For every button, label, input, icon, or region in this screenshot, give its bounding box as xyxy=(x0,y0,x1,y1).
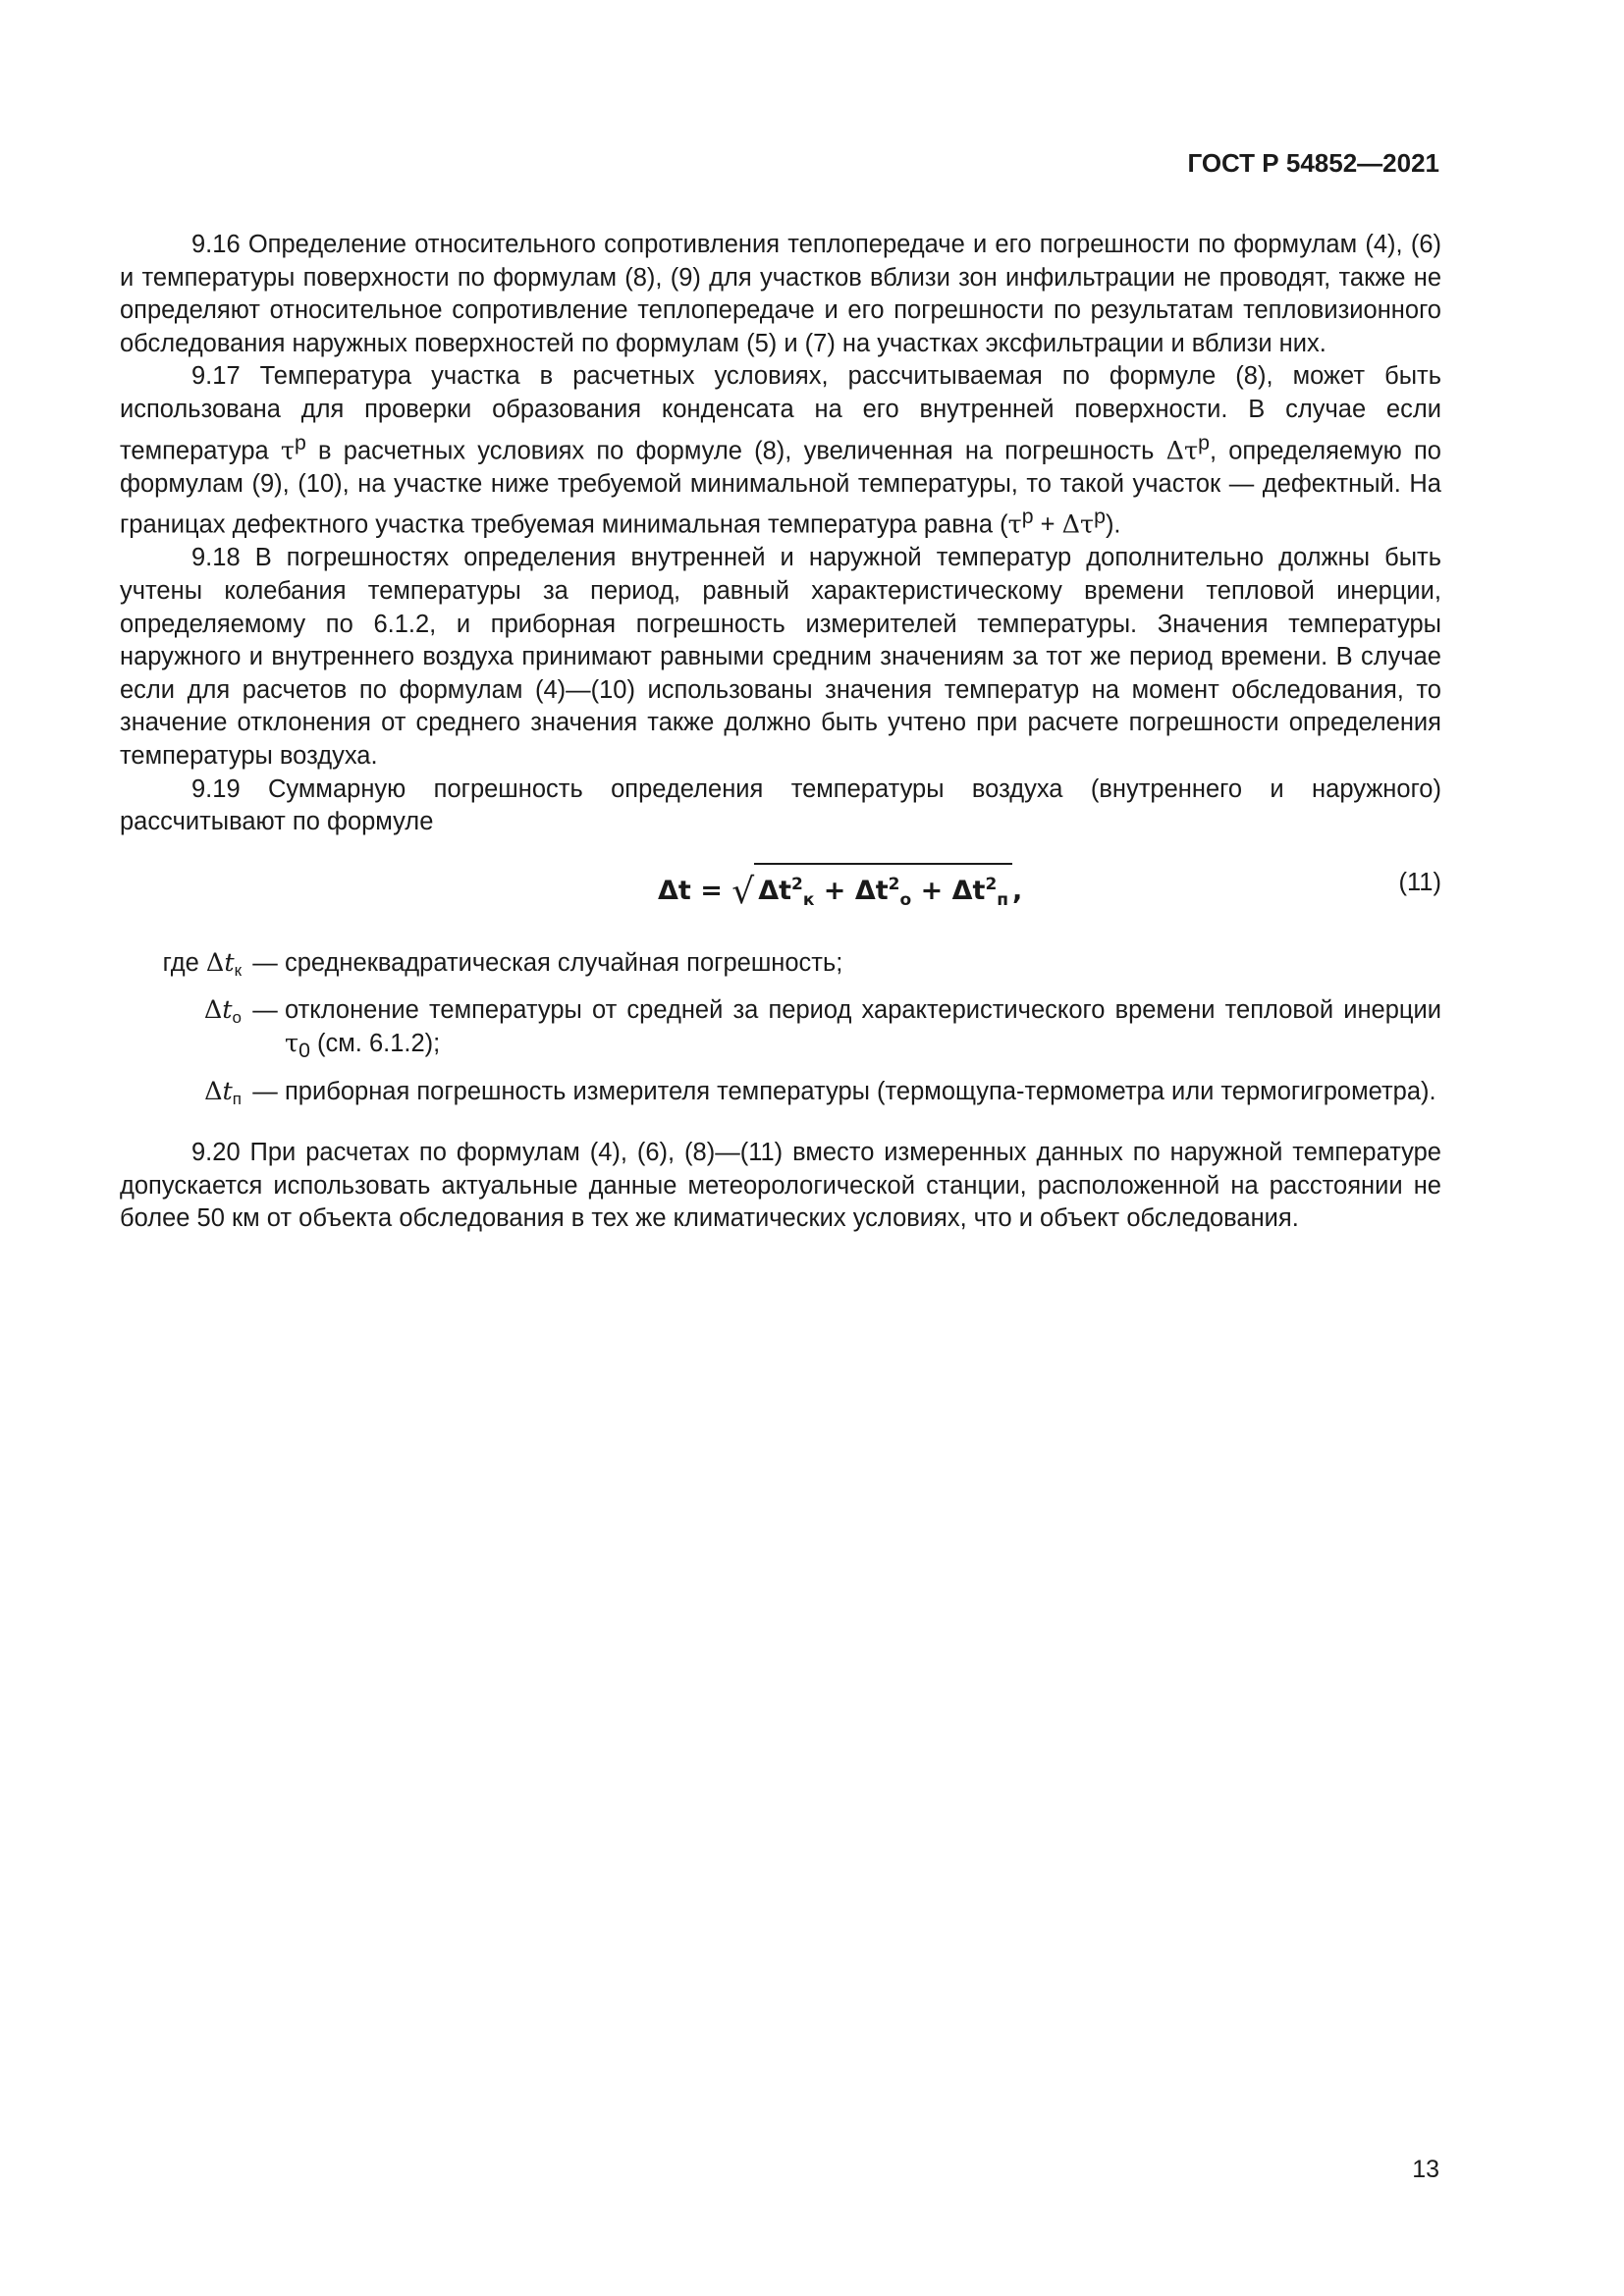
paragraph-9-19: 9.19 Суммарную погрешность определения температуры воздуха (внутреннего и наружного) рассчитывают по формуле xyxy=(120,774,1441,836)
definition-text: отклонение температуры от средней за период характеристического времени тепловой инерции $\tau_0$ (см. 6.1.2); xyxy=(285,996,1441,1062)
definition-dash: — xyxy=(252,996,278,1025)
definition-symbol: $\Delta t_п$ xyxy=(204,1076,242,1108)
formula-number: (11) xyxy=(1398,868,1441,896)
definitions-list xyxy=(120,947,1441,1115)
formula-expression: Δt = √ $\Delta t^2_к + \Delta t^2_о + \Delta t^2_п$ , xyxy=(658,863,1022,920)
paragraph-9-18: 9.18 В погрешностях определения внутренней и наружной температур дополнительно должны быть учтены колебания температуры за период, равный характеристическому времени тепловой инерции, определяемому по 6.1.2, и приборная погрешность измерителей температуры. Значения температуры наружного и внутреннего воздуха принимают равными средним значениям за тот же период времени. В случае если для расчетов по формулам (4)—(10) использованы значения температур на момент обследования, то значение отклонения от среднего значения также должно быть учтено при расчете погрешности определения температуры воздуха. xyxy=(120,544,1441,770)
page-number: 13 xyxy=(1412,2156,1439,2183)
formula-11 xyxy=(120,857,1441,930)
page-content xyxy=(120,229,1441,1236)
definition-text: приборная погрешность измерителя температуры (термощупа-термометра или термогигрометра). xyxy=(285,1077,1436,1105)
radicand: $\Delta t^2_к + \Delta t^2_о + \Delta t^2_п$ xyxy=(754,863,1012,920)
paragraph-9-20: 9.20 При расчетах по формулам (4), (6), (8)—(11) вместо измеренных данных по наружной температуре допускается использовать актуальные данные метеорологической станции, расположенной на расстоянии не более 50 км от объекта обследования в тех же климатических условиях, что и объект обследования. xyxy=(120,1139,1441,1233)
definition-dash: — xyxy=(252,948,278,977)
paragraph-9-17: 9.17 Температура участка в расчетных условиях, рассчитываемая по формуле (8), может быть использована для проверки образования конденсата на его внутренней поверхности. В случае если температура $\tau^р$ в расчетных условиях по формуле (8), увеличенная на погрешность $\Delta\tau^р$, определяемую по формулам (9), (10), на участке ниже требуемой минимальной температуры, то такой участок — дефектный. На границах дефектного участка требуемая минимальная температура равна $(\tau^р + \Delta\tau^р)$. xyxy=(120,362,1441,540)
standard-designation: ГОСТ Р 54852—2021 xyxy=(1187,148,1439,178)
paragraph-9-16: 9.16 Определение относительного сопротивления теплопередаче и его погрешности по формулам (4), (6) и температуры поверхности по формулам (8), (9) для участков вблизи зон инфильтрации не проводят, также не определяют относительное сопротивление теплопередаче и его погрешности по результатам тепловизионного обследования наружных поверхностей по формулам (5) и (7) на участках эксфильтрации и вблизи них. xyxy=(120,231,1441,357)
definition-symbol: $\Delta t_о$ xyxy=(203,995,242,1028)
definition-dash: — xyxy=(252,1077,278,1105)
definition-symbol: где $\Delta t_к$ xyxy=(162,947,242,980)
definition-text: среднеквадратическая случайная погрешность; xyxy=(285,948,843,977)
